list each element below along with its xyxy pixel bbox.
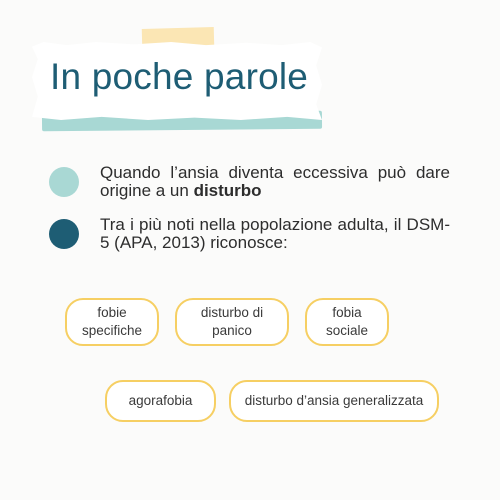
- bullet-1-bold: disturbo: [193, 181, 262, 200]
- pill-line: specifiche: [81, 323, 143, 338]
- disorder-pill-disturbo-ansia-generalizzata: [229, 380, 439, 422]
- pill-line: disturbo di: [200, 305, 264, 320]
- disorder-pill-fobia-sociale: [305, 298, 389, 346]
- bullet-dark-dot: [49, 219, 79, 249]
- bullet-light-dot: [49, 167, 79, 197]
- page-title: In poche parole: [50, 56, 309, 97]
- bullet-text-1: [100, 164, 450, 200]
- disorder-pill-agorafobia: [105, 380, 216, 422]
- pill-line: agorafobia: [128, 393, 193, 408]
- pill-line: disturbo d’ansia generalizzata: [244, 393, 424, 408]
- pill-line: panico: [212, 323, 252, 338]
- pill-line: fobia: [332, 305, 362, 320]
- disorder-pill-fobie-specifiche: [65, 298, 159, 346]
- pill-line: fobie: [97, 305, 127, 320]
- pill-line: sociale: [325, 323, 369, 338]
- disorder-pill-disturbo-di-panico: [175, 298, 289, 346]
- bullet-1-text: Quando l’ansia diventa eccessiva può dare origine a un: [100, 163, 450, 200]
- bullet-text-2: Tra i più noti nella popolazione adulta, il DSM-5 (APA, 2013) riconosce:: [100, 215, 450, 252]
